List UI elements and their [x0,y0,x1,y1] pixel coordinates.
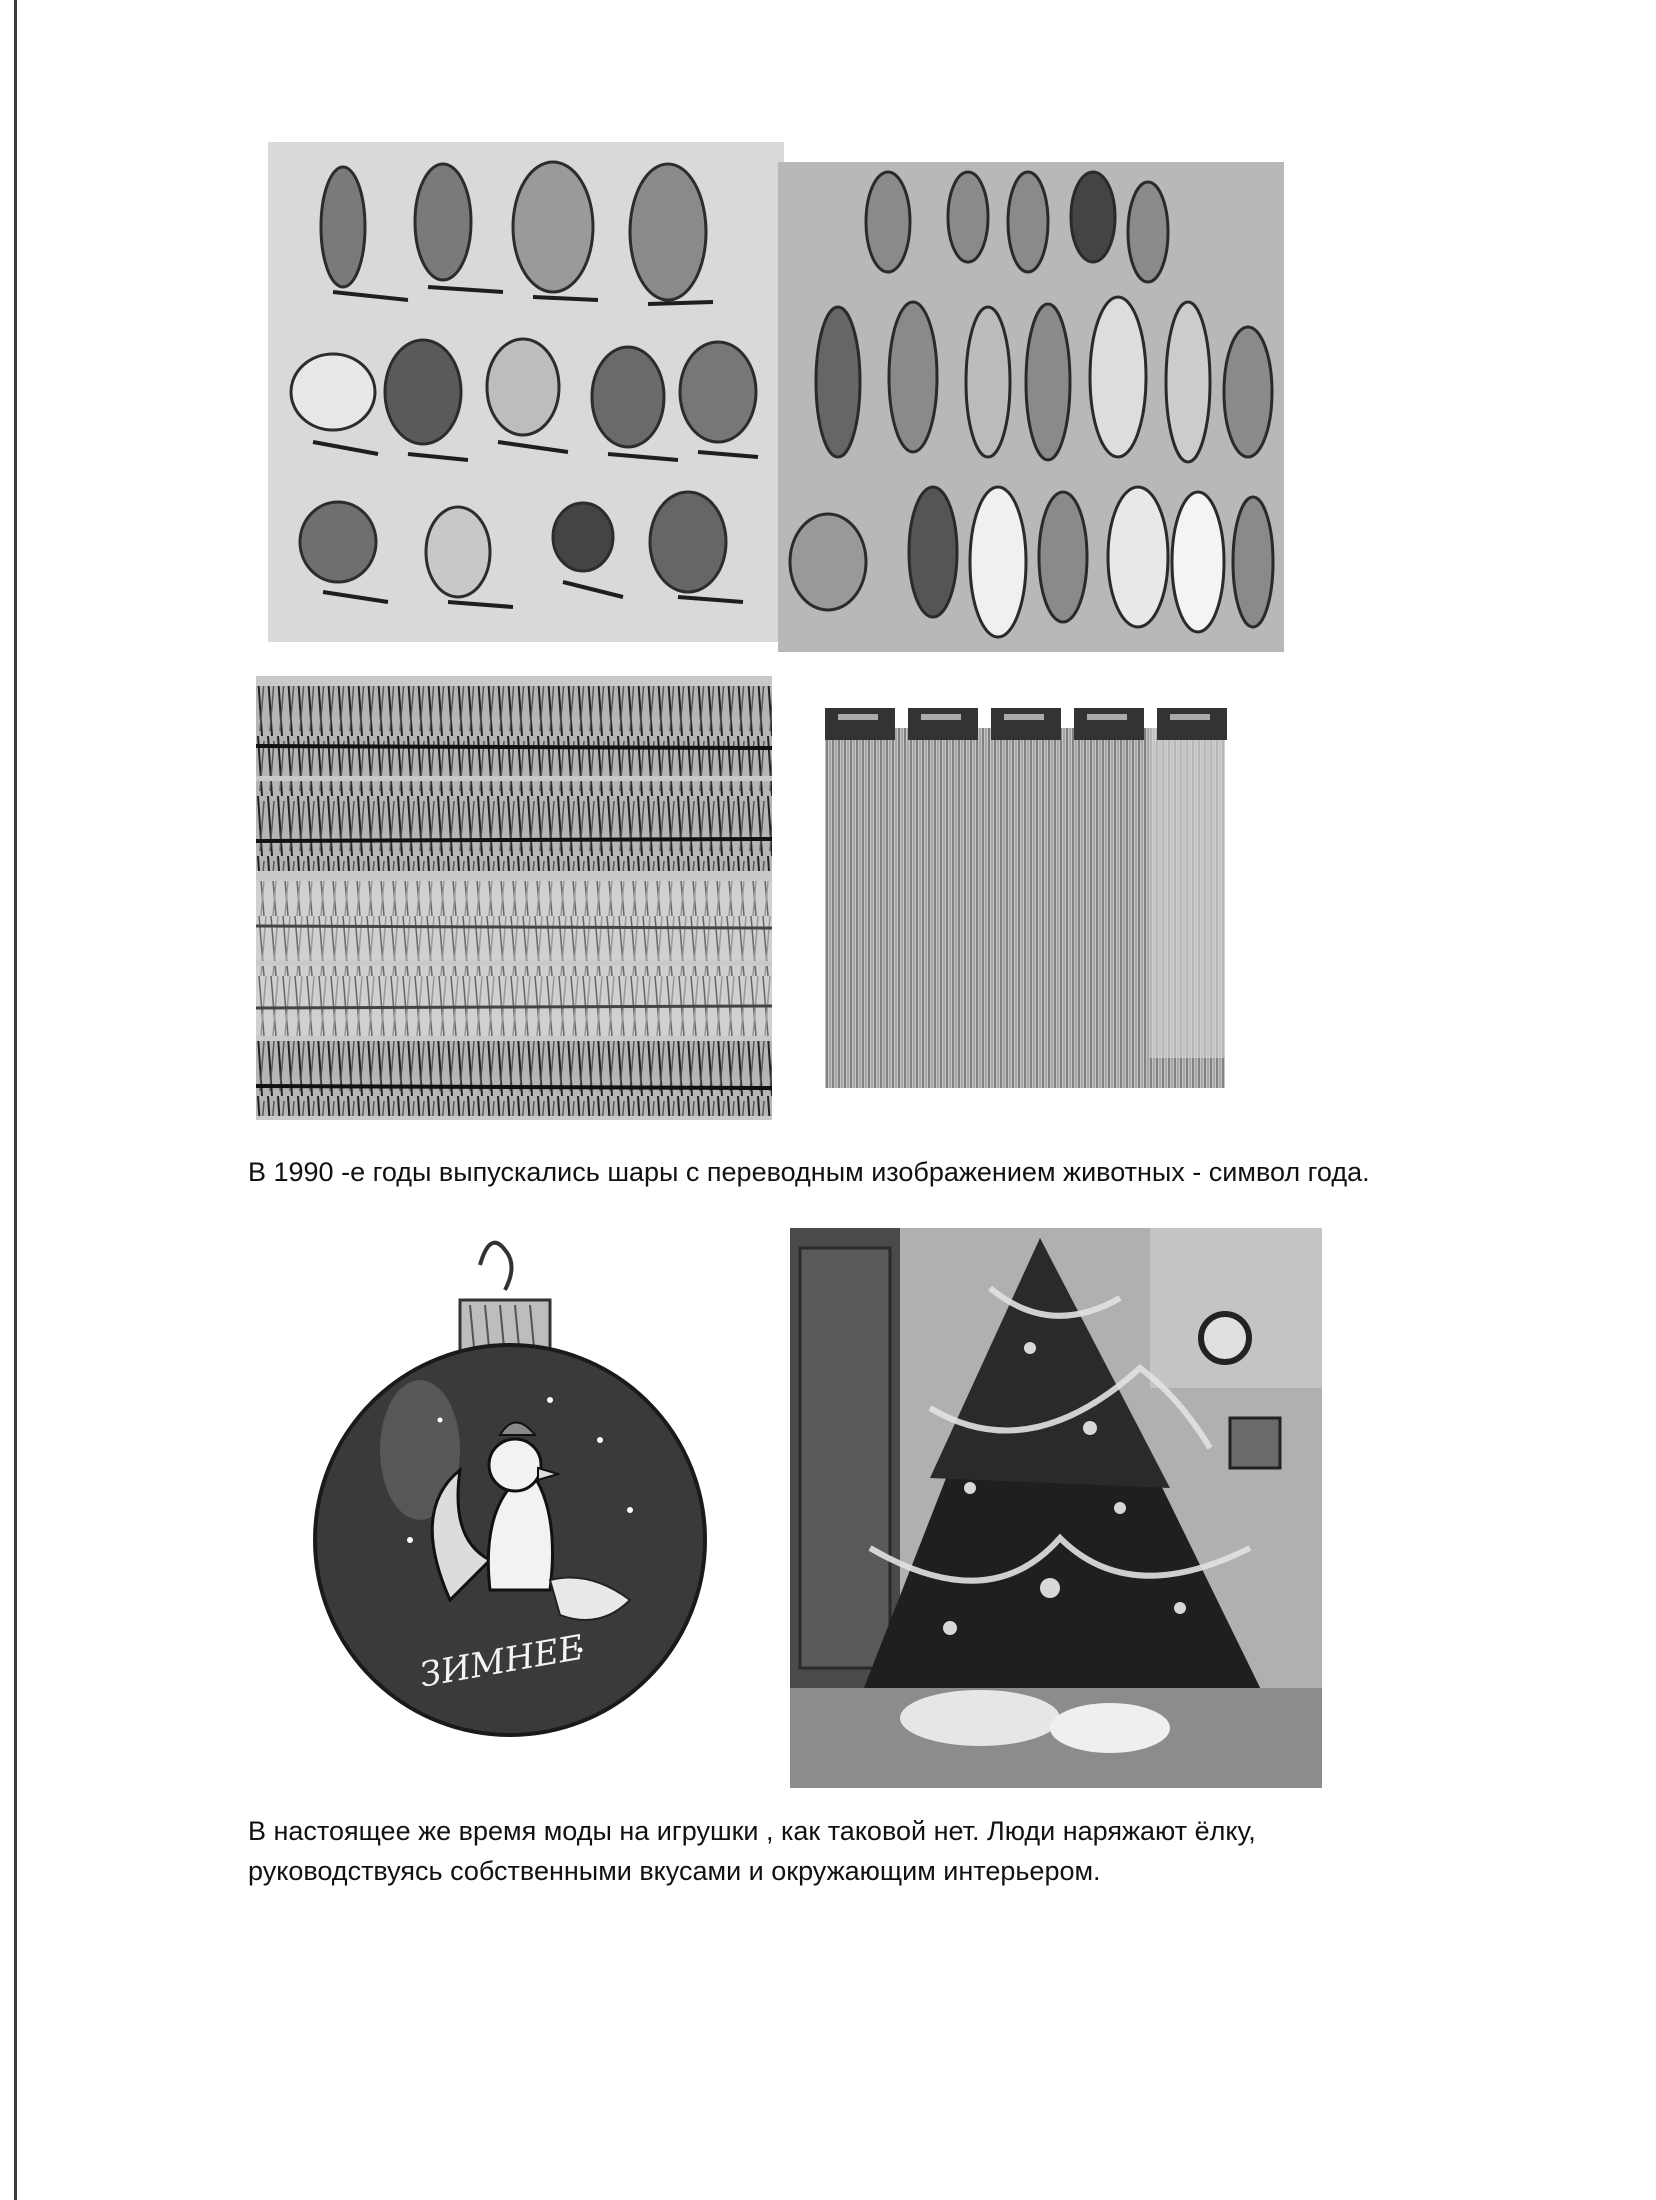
photo-tinsel-garlands [256,676,772,1120]
caption-present-day-decoration [248,1811,1448,1891]
scan-left-edge [14,0,17,2200]
photo-tinsel-rain-packs [820,698,1242,1096]
caption-line-1: В настоящее же время моды на игрушки , как таковой нет. Люди наряжают ёлку, [248,1816,1256,1846]
photo-rooster-ornament-ball [300,1210,720,1770]
photo-clip-on-characters-grid [778,162,1284,652]
ornament-inscription: ЗИМНЕЕ [416,1627,587,1696]
caption-line-2: руководствуясь собственными вкусами и окружающим интерьером. [248,1856,1101,1886]
photo-decorated-christmas-tree [790,1228,1322,1788]
caption-1990s-ornaments: В 1990 -е годы выпускались шары с переводным изображением животных - символ года. [248,1157,1370,1187]
photo-clip-on-figurines-grid [268,142,784,642]
